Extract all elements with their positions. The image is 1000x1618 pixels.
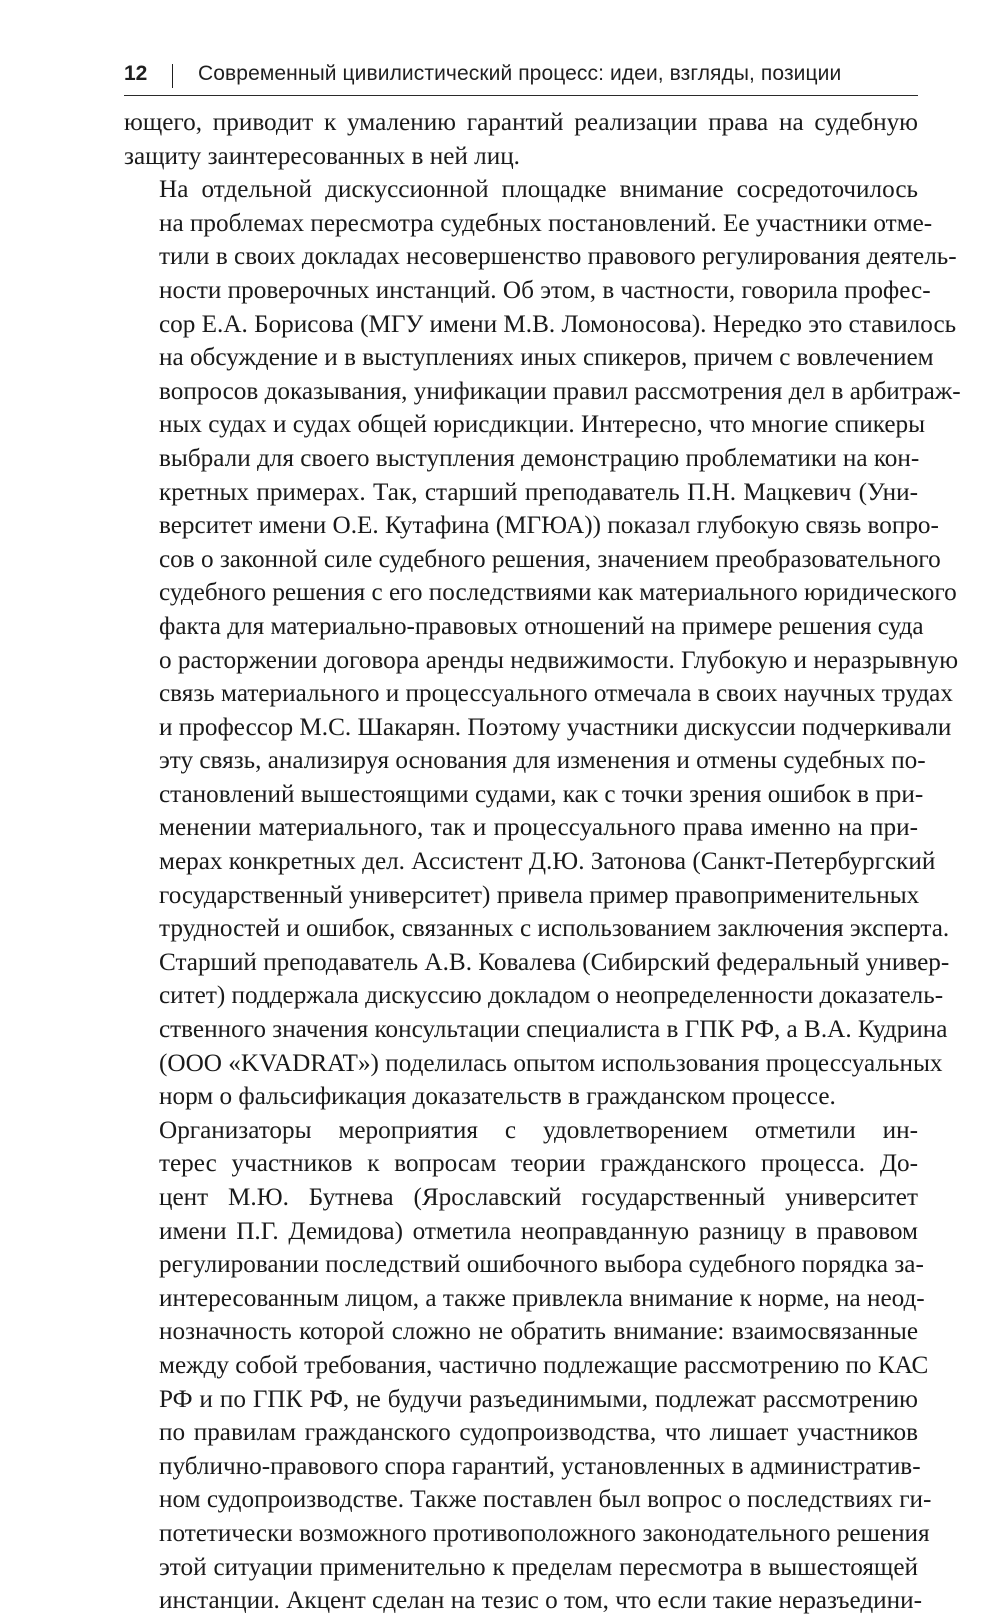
text-line: терес участников к вопросам теории гражданского процесса. До- <box>159 1150 918 1178</box>
text-line: потетически возможного противоположного законодательного решения <box>159 1519 930 1547</box>
text-line: норм о фальсификация доказательств в гражданском процессе. <box>159 1083 836 1111</box>
text-line: связь материального и процессуального отмечала в своих научных трудах <box>159 680 953 708</box>
text-line: эту связь, анализируя основания для изменения и отмены судебных по- <box>159 747 926 775</box>
text-line: трудностей и ошибок, связанных с использованием заключения эксперта. <box>159 915 950 943</box>
header-divider <box>172 64 173 88</box>
text-line: имени П.Г. Демидова) отметила неоправданную разницу в правовом <box>159 1217 918 1245</box>
text-line: менении материального, так и процессуального права именно на при- <box>159 814 918 842</box>
text-line: ном судопроизводстве. Также поставлен был вопрос о последствиях ги- <box>159 1486 932 1514</box>
text-line: Организаторы мероприятия с удовлетворением отметили ин- <box>159 1116 918 1144</box>
text-line: между собой требования, частично подлежащие рассмотрению по КАС <box>159 1351 929 1379</box>
text-line: ющего, приводит к умалению гарантий реализации права на судебную <box>124 109 918 136</box>
text-line: РФ и по ГПК РФ, не будучи разъединимыми, подлежат рассмотрению <box>159 1385 918 1413</box>
text-line: о расторжении договора аренды недвижимости. Глубокую и неразрывную <box>159 646 959 674</box>
text-line: ности проверочных инстанций. Об этом, в частности, говорила профес- <box>159 276 931 304</box>
text-line: выбрали для своего выступления демонстрацию проблематики на кон- <box>159 444 920 472</box>
running-header <box>124 62 918 96</box>
paragraph-1 <box>124 106 918 173</box>
paragraph-2 <box>124 173 961 1114</box>
text-line: и профессор М.С. Шакарян. Поэтому участники дискуссии подчеркивали <box>159 713 952 741</box>
text-line: публично-правового спора гарантий, установленных в административ- <box>159 1452 921 1480</box>
text-line: На отдельной дискуссионной площадке внимание сосредоточилось <box>159 176 918 204</box>
text-line: нозначность которой сложно не обратить внимание: взаимосвязанные <box>159 1318 918 1346</box>
text-line: (ООО «KVADRAT») поделилась опытом использования процессуальных <box>159 1049 943 1077</box>
text-line: тили в своих докладах несовершенство правового регулирования деятель- <box>159 243 957 271</box>
header-rule <box>124 95 918 96</box>
text-line: государственный университет) привела пример правоприменительных <box>159 881 920 909</box>
text-line: сов о законной силе судебного решения, значением преобразовательного <box>159 545 941 573</box>
text-line: мерах конкретных дел. Ассистент Д.Ю. Затонова (Санкт-Петербургский <box>159 848 936 876</box>
body-text <box>124 106 961 1618</box>
text-line: на обсуждение и в выступлениях иных спикеров, причем с вовлечением <box>159 344 934 372</box>
text-line: сор Е.А. Борисова (МГУ имени М.В. Ломоносова). Нередко это ставилось <box>159 310 957 338</box>
paragraph-3 <box>124 1114 932 1618</box>
text-line: становлений вышестоящими судами, как с точки зрения ошибок в при- <box>159 780 924 808</box>
text-line: ственного значения консультации специалиста в ГПК РФ, а В.А. Кудрина <box>159 1016 948 1044</box>
text-line: этой ситуации применительно к пределам пересмотра в вышестоящей <box>159 1553 918 1581</box>
text-line: ных судах и судах общей юрисдикции. Интересно, что многие спикеры <box>159 411 926 439</box>
text-line: инстанции. Акцент сделан на тезис о том, что если такие неразъедини- <box>159 1587 922 1615</box>
text-line: вопросов доказывания, унификации правил рассмотрения дел в арбитраж- <box>159 377 961 405</box>
text-line: судебного решения с его последствиями как материального юридического <box>159 579 957 607</box>
text-line: верситет имени О.Е. Кутафина (МГЮА)) показал глубокую связь вопро- <box>159 512 939 540</box>
text-line: Старший преподаватель А.В. Ковалева (Сибирский федеральный универ- <box>159 948 950 976</box>
running-title: Современный цивилистический процесс: идеи, взгляды, позиции <box>198 62 842 85</box>
text-line: ситет) поддержала дискуссию докладом о неопределенности доказатель- <box>159 982 944 1010</box>
text-line: интересованным лицом, а также привлекла внимание к норме, на неод- <box>159 1284 925 1312</box>
text-line: цент М.Ю. Бутнева (Ярославский государственный университет <box>159 1184 918 1211</box>
text-line: кретных примерах. Так, старший преподаватель П.Н. Мацкевич (Уни- <box>159 478 918 506</box>
text-line: по правилам гражданского судопроизводства, что лишает участников <box>159 1419 918 1447</box>
text-line: защиту заинтересованных в ней лиц. <box>124 142 520 170</box>
text-line: факта для материально-правовых отношений на примере решения суда <box>159 612 924 640</box>
page-number: 12 <box>124 62 148 85</box>
text-line: регулировании последствий ошибочного выбора судебного порядка за- <box>159 1251 924 1279</box>
text-line: на проблемах пересмотра судебных постановлений. Ее участники отме- <box>159 209 933 237</box>
